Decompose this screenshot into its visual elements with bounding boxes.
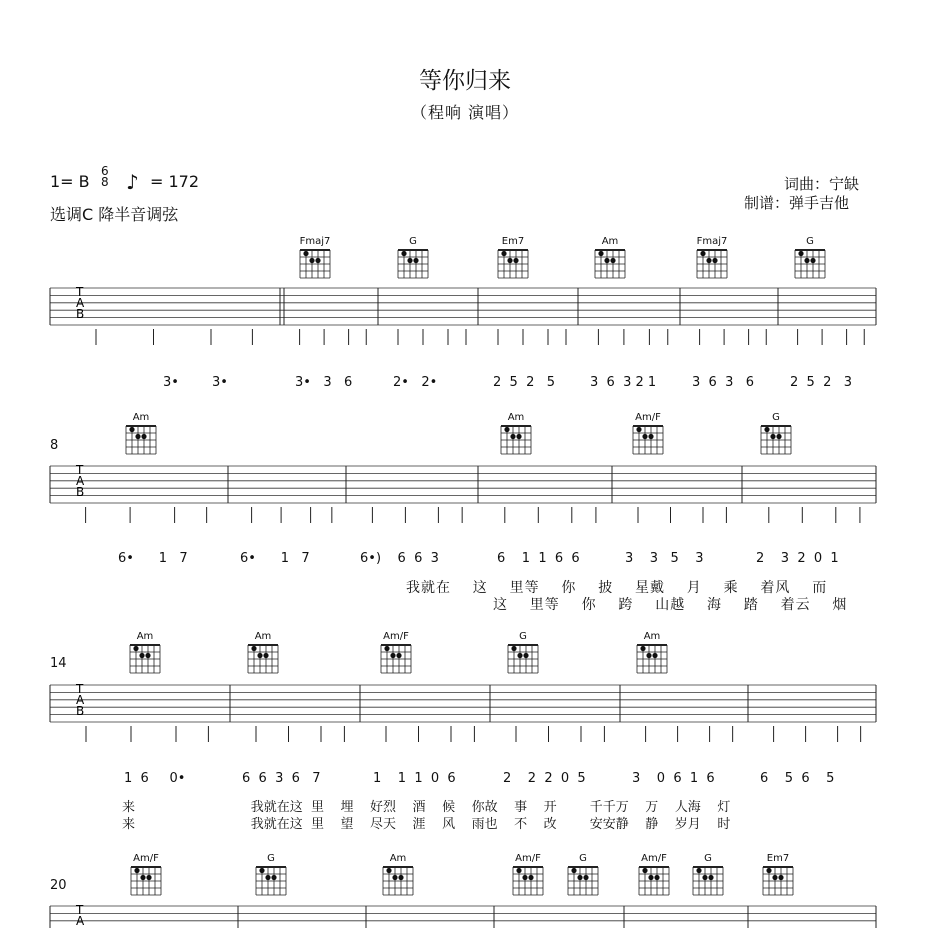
- chord-finger-dot: [271, 875, 276, 880]
- tab-clef-letter: B: [76, 704, 85, 718]
- key-label: 1= B: [50, 172, 90, 191]
- numbered-notation: 3 6 3 2 1: [590, 375, 657, 390]
- chord-finger-dot: [770, 434, 775, 439]
- chord-finger-dot: [776, 434, 781, 439]
- chord-finger-dot: [257, 653, 262, 658]
- chord-finger-dot: [407, 258, 412, 263]
- chord-label: Am: [507, 412, 525, 423]
- chord-finger-dot: [309, 258, 314, 263]
- time-sig-numerator: 6: [101, 164, 109, 178]
- chord-label: Am/F: [641, 853, 667, 864]
- chord-label: Fmaj7: [696, 236, 728, 247]
- chord-finger-dot: [610, 258, 615, 263]
- chord-finger-dot: [413, 258, 418, 263]
- chord-label: G: [579, 853, 587, 864]
- chord-finger-dot: [516, 434, 521, 439]
- chord-finger-dot: [265, 875, 270, 880]
- numbered-notation: 6•) 6 6 3: [360, 551, 439, 566]
- lyrics-line-2: 这 里等 你 跨 山越 海 踏 着云 烟: [493, 597, 848, 613]
- chord-finger-dot: [706, 258, 711, 263]
- chord-finger-dot: [501, 251, 506, 256]
- time-sig-denominator: 8: [101, 175, 109, 189]
- chord-finger-dot: [642, 434, 647, 439]
- chord-label: Em7: [501, 236, 525, 247]
- chord-label: Fmaj7: [299, 236, 331, 247]
- chord-label: Am: [643, 631, 661, 642]
- chord-finger-dot: [315, 258, 320, 263]
- chord-finger-dot: [571, 868, 576, 873]
- chord-finger-dot: [798, 251, 803, 256]
- chord-finger-dot: [810, 258, 815, 263]
- chord-finger-dot: [134, 868, 139, 873]
- tab-clef-letter: T: [76, 903, 84, 917]
- chord-finger-dot: [390, 653, 395, 658]
- chord-finger-dot: [648, 434, 653, 439]
- tab-clef-letter: A: [76, 914, 85, 928]
- tab-clef-letter: T: [76, 463, 84, 477]
- numbered-notation: 1 1 1 0 6: [373, 771, 456, 786]
- chord-finger-dot: [636, 427, 641, 432]
- chord-finger-dot: [804, 258, 809, 263]
- chord-finger-dot: [696, 868, 701, 873]
- chord-label: G: [806, 236, 814, 247]
- numbered-notation: 6 5 6 5: [760, 771, 835, 786]
- chord-finger-dot: [507, 258, 512, 263]
- tab-clef-letter: B: [76, 485, 85, 499]
- chord-finger-dot: [251, 646, 256, 651]
- chord-finger-dot: [778, 875, 783, 880]
- chord-finger-dot: [516, 868, 521, 873]
- chord-finger-dot: [510, 434, 515, 439]
- song-title: 等你归来: [419, 68, 511, 94]
- chord-finger-dot: [396, 653, 401, 658]
- chord-finger-dot: [384, 646, 389, 651]
- tab-clef-letter: B: [76, 307, 85, 321]
- bar-number-14: 14: [50, 656, 67, 671]
- chord-label: Am: [136, 631, 154, 642]
- chord-label: G: [704, 853, 712, 864]
- numbered-notation: 3• 3•: [163, 375, 228, 390]
- chord-finger-dot: [522, 875, 527, 880]
- chord-finger-dot: [517, 653, 522, 658]
- chord-label: Em7: [766, 853, 790, 864]
- numbered-notation: 2• 2•: [393, 375, 438, 390]
- chord-label: Am/F: [133, 853, 159, 864]
- chord-label: G: [409, 236, 417, 247]
- numbered-notation: 3 3 5 3: [625, 551, 704, 566]
- numbered-notation: 6• 1 7: [118, 551, 188, 566]
- song-subtitle: （程响 演唱）: [410, 103, 520, 122]
- credit-tab-maker: 制谱：弹手吉他: [744, 194, 850, 212]
- chord-finger-dot: [392, 875, 397, 880]
- bar-number-20: 20: [50, 878, 67, 893]
- chord-label: Am: [132, 412, 150, 423]
- chord-finger-dot: [646, 653, 651, 658]
- chord-finger-dot: [700, 251, 705, 256]
- chord-finger-dot: [654, 875, 659, 880]
- chord-finger-dot: [401, 251, 406, 256]
- eighth-note-icon: ♪: [126, 170, 139, 194]
- chord-finger-dot: [652, 653, 657, 658]
- chord-finger-dot: [523, 653, 528, 658]
- chord-label: Am/F: [383, 631, 409, 642]
- chord-finger-dot: [642, 868, 647, 873]
- chord-finger-dot: [764, 427, 769, 432]
- chord-finger-dot: [398, 875, 403, 880]
- chord-finger-dot: [766, 868, 771, 873]
- numbered-notation: 2 2 2 0 5: [503, 771, 586, 786]
- numbered-notation: 6• 1 7: [240, 551, 310, 566]
- tab-clef-letter: A: [76, 296, 85, 310]
- capo-note: 选调C 降半音调弦: [50, 205, 179, 224]
- numbered-notation: 6 1 1 6 6: [497, 551, 580, 566]
- chord-finger-dot: [513, 258, 518, 263]
- chord-label: Am: [254, 631, 272, 642]
- chord-finger-dot: [702, 875, 707, 880]
- chord-finger-dot: [583, 875, 588, 880]
- chord-finger-dot: [263, 653, 268, 658]
- chord-finger-dot: [259, 868, 264, 873]
- chord-finger-dot: [604, 258, 609, 263]
- chord-finger-dot: [640, 646, 645, 651]
- credit-lyrics-music: 词曲：宁缺: [784, 175, 860, 193]
- chord-finger-dot: [708, 875, 713, 880]
- chord-label: G: [519, 631, 527, 642]
- chord-finger-dot: [648, 875, 653, 880]
- chord-finger-dot: [140, 875, 145, 880]
- numbered-notation: 2 3 2 0 1: [756, 551, 839, 566]
- chord-finger-dot: [303, 251, 308, 256]
- chord-label: Am/F: [515, 853, 541, 864]
- chord-finger-dot: [772, 875, 777, 880]
- bar-number-8: 8: [50, 438, 59, 453]
- chord-finger-dot: [145, 653, 150, 658]
- numbered-notation: 2 5 2 3: [790, 375, 853, 390]
- numbered-notation: 3 0 6 1 6: [632, 771, 715, 786]
- lyrics-line-1: 来 我就在这 里 埋 好烈 酒 候 你故 事 开 千千万 万 人海 灯: [122, 800, 731, 815]
- numbered-notation: 3 6 3 6: [692, 375, 755, 390]
- chord-label: Am/F: [635, 412, 661, 423]
- tab-clef-letter: T: [76, 285, 84, 299]
- chord-finger-dot: [141, 434, 146, 439]
- tab-clef-letter: A: [76, 474, 85, 488]
- lyrics-line-2: 来 我就在这 里 望 尽天 涯 风 雨也 不 改 安安静 静 岁月 时: [122, 817, 731, 832]
- chord-finger-dot: [528, 875, 533, 880]
- chord-finger-dot: [504, 427, 509, 432]
- tab-clef-letter: A: [76, 693, 85, 707]
- chord-label: Am: [601, 236, 619, 247]
- numbered-notation: 3• 3 6: [295, 375, 353, 390]
- chord-finger-dot: [511, 646, 516, 651]
- numbered-notation: 6 6 3 6 7: [242, 771, 321, 786]
- chord-finger-dot: [598, 251, 603, 256]
- chord-finger-dot: [386, 868, 391, 873]
- chord-finger-dot: [146, 875, 151, 880]
- chord-label: G: [267, 853, 275, 864]
- lyrics-line-1: 我就在 这 里等 你 披 星戴 月 乘 着风 而: [406, 580, 828, 596]
- chord-label: G: [772, 412, 780, 423]
- numbered-notation: 2 5 2 5: [493, 375, 556, 390]
- chord-finger-dot: [135, 434, 140, 439]
- numbered-notation: 1 6 0•: [124, 771, 186, 786]
- chord-label: Am: [389, 853, 407, 864]
- chord-finger-dot: [129, 427, 134, 432]
- chord-finger-dot: [133, 646, 138, 651]
- chord-finger-dot: [712, 258, 717, 263]
- chord-finger-dot: [139, 653, 144, 658]
- tempo-value: = 172: [150, 172, 200, 191]
- tab-clef-letter: T: [76, 682, 84, 696]
- chord-finger-dot: [577, 875, 582, 880]
